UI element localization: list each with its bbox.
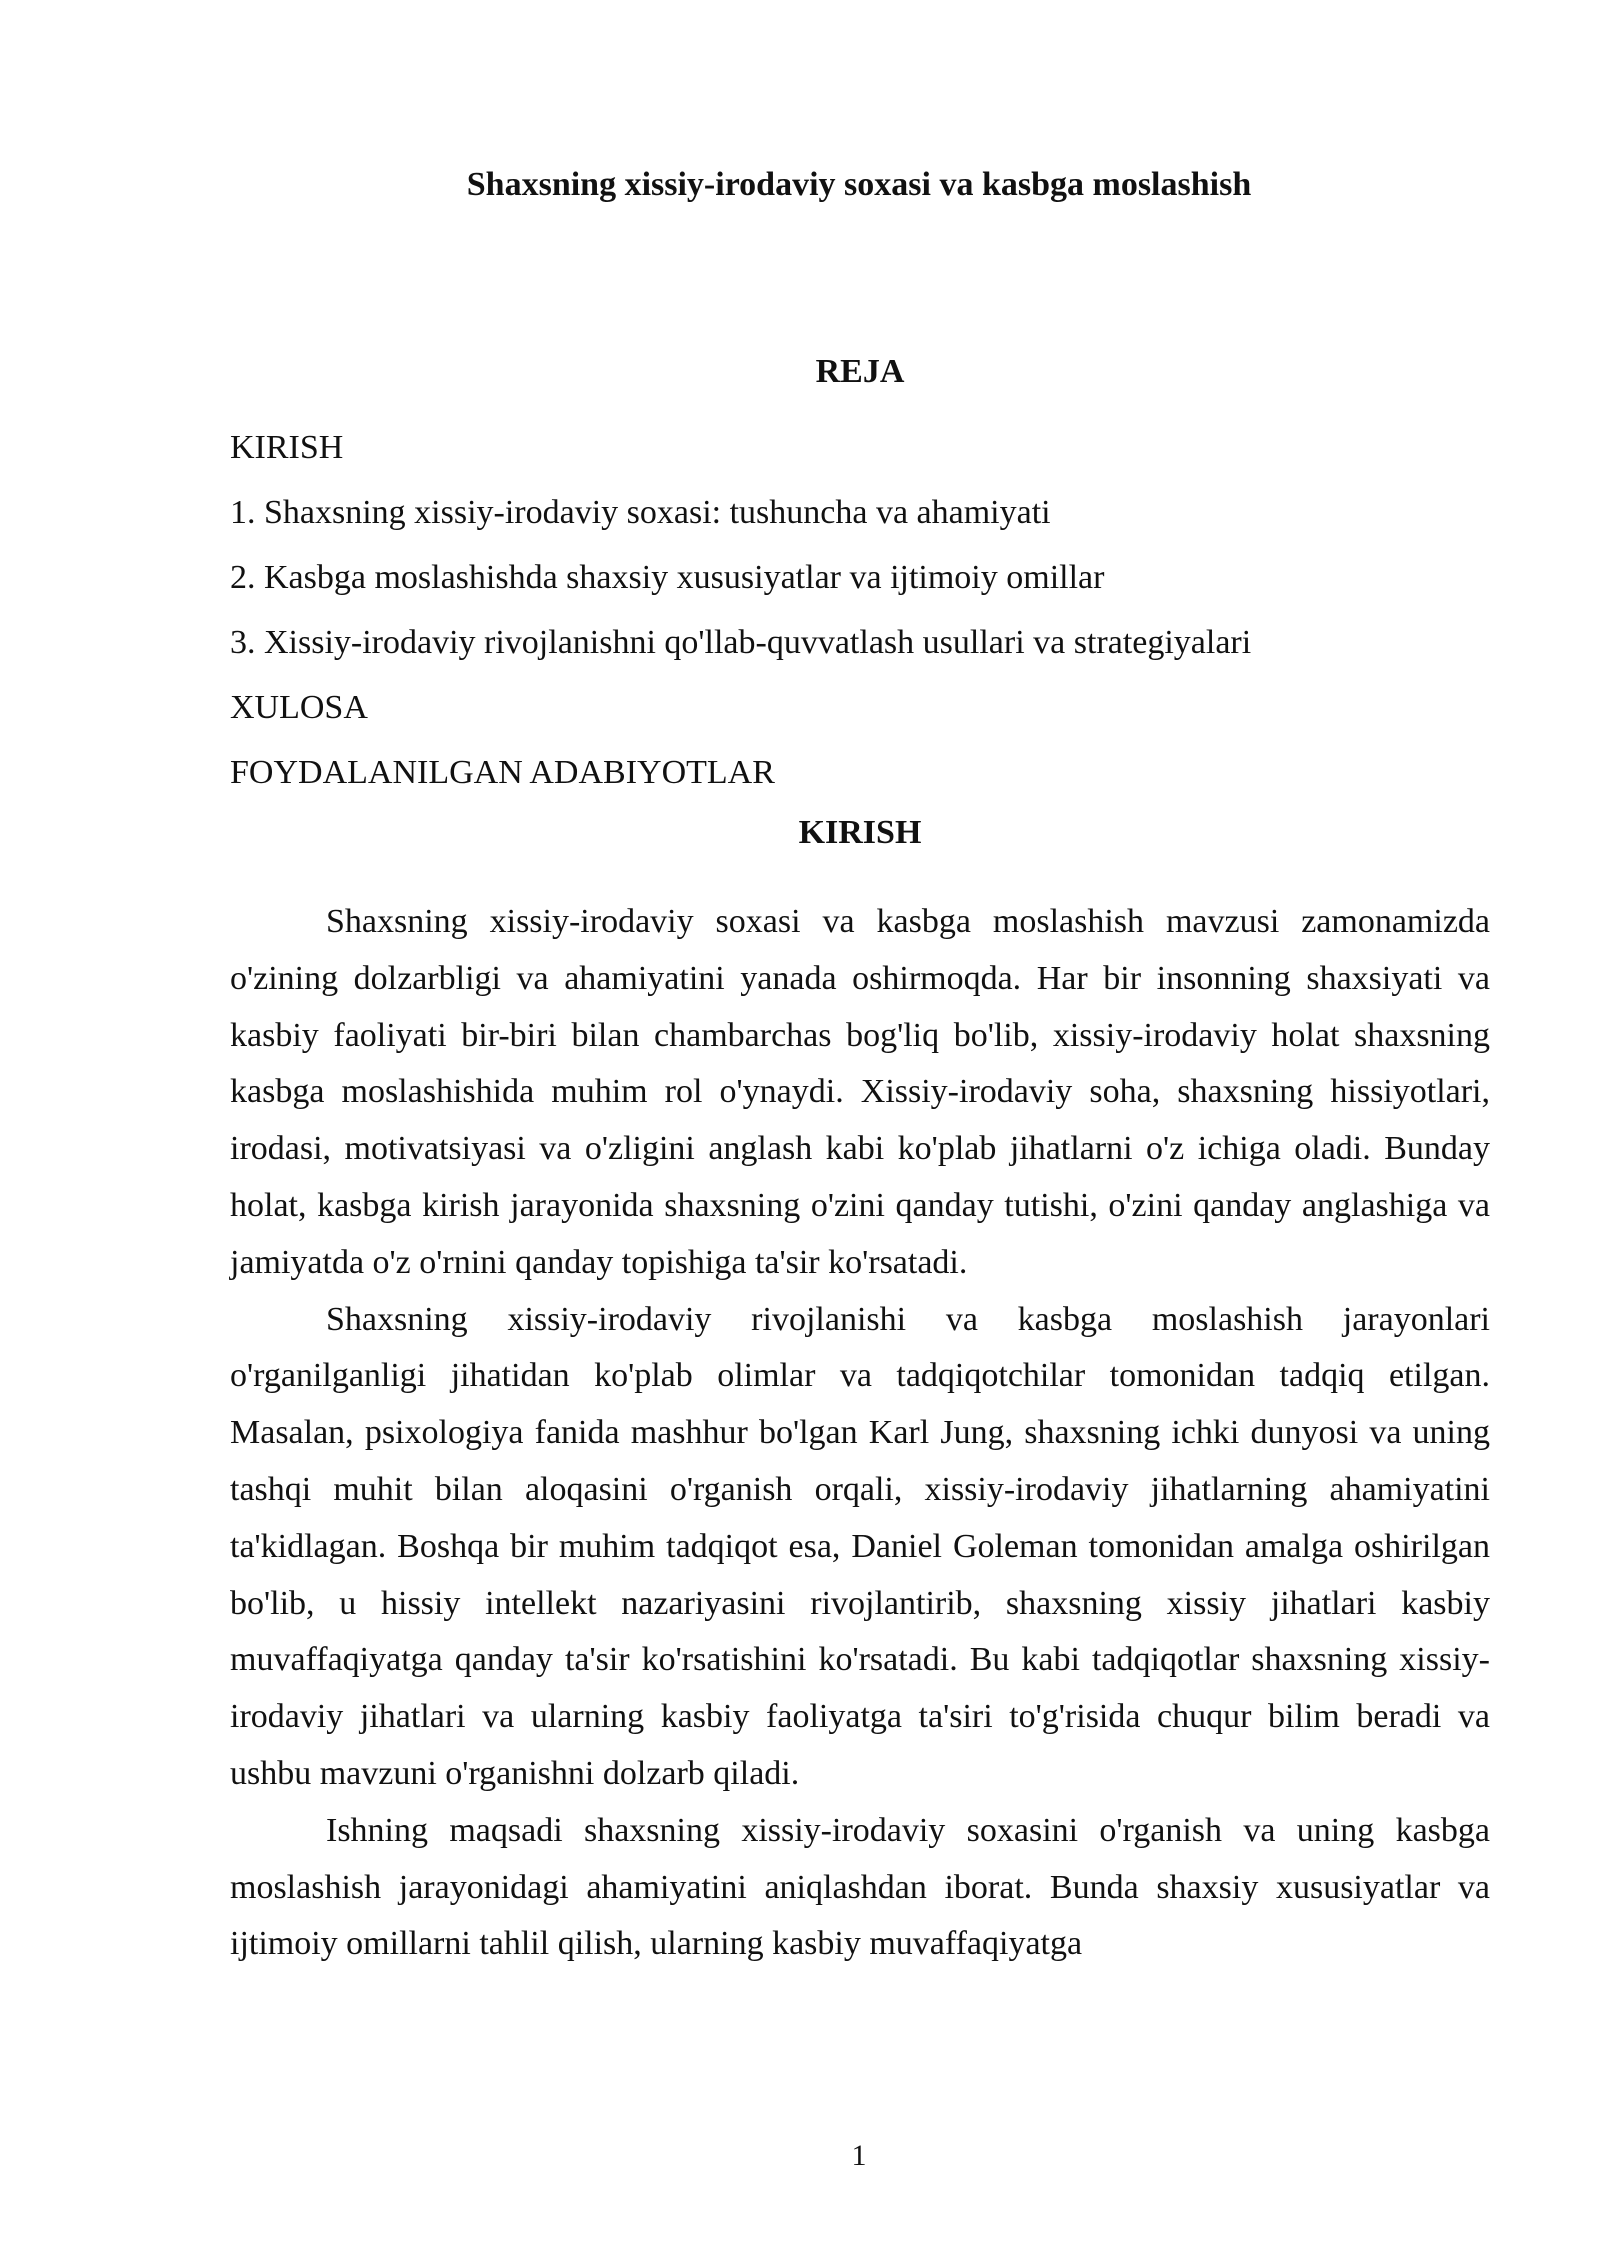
document-title: Shaxsning xissiy-irodaviy soxasi va kasbga moslashish [466, 166, 1252, 203]
body-paragraph: Ishning maqsadi shaxsning xissiy-irodaviy soxasini o'rganish va uning kasbga moslashish jarayonidagi ahamiyatini aniqlashdan iborat. Bunda shaxsiy xususiyatlar va ijtimoiy omillarni tahlil qilish, ularning kasbiy muvaffaqiyatga [230, 1811, 1490, 1963]
plan-list [230, 415, 1490, 805]
plan-item: XULOSA [230, 689, 368, 726]
body-paragraph: Shaxsning xissiy-irodaviy soxasi va kasbga moslashish mavzusi zamonamizda o'zining dolzarbligi va ahamiyatini yanada oshirmoqda. Har bir insonning shaxsiyati va kasbiy faoliyati bir-biri bilan chambarchas bog'liq bo'lib, xissiy-irodaviy holat shaxsning kasbga moslashishida muhim rol o'ynaydi. Xissiy-irodaviy soha, shaxsning hissiyotlari, irodasi, motivatsiyasi va o'zligini anglash kabi ko'plab jihatlarni o'z ichiga oladi. Bunday holat, kasbga kirish jarayonida shaxsning o'zini qanday tutishi, o'zini qanday anglashiga va jamiyatda o'z o'rnini qanday topishiga ta'sir ko'rsatadi. [230, 903, 1490, 1281]
plan-item: KIRISH [230, 429, 344, 466]
plan-item: 1. Shaxsning xissiy-irodaviy soxasi: tushuncha va ahamiyati [230, 494, 1051, 531]
plan-item: 2. Kasbga moslashishda shaxsiy xususiyatlar va ijtimoiy omillar [230, 559, 1105, 596]
page-number: 1 [851, 2139, 867, 2172]
intro-heading: KIRISH [798, 814, 922, 851]
plan-item: 3. Xissiy-irodaviy rivojlanishni qo'llab-quvvatlash usullari va strategiyalari [230, 624, 1252, 661]
plan-heading: REJA [815, 353, 905, 390]
body-paragraph: Shaxsning xissiy-irodaviy rivojlanishi va kasbga moslashish jarayonlari o'rganilganligi jihatidan ko'plab olimlar va tadqiqotchilar tomonidan tadqiq etilgan. Masalan, psixologiya fanida mashhur bo'lgan Karl Jung, shaxsning ichki dunyosi va uning tashqi muhit bilan aloqasini o'rganish orqali, xissiy-irodaviy jihatlarning ahamiyatini ta'kidlagan. Boshqa bir muhim tadqiqot esa, Daniel Goleman tomonidan amalga oshirilgan bo'lib, u hissiy intellekt nazariyasini rivojlantirib, shaxsning xissiy jihatlari kasbiy muvaffaqiyatga qanday ta'sir ko'rsatishini ko'rsatadi. Bu kabi tadqiqotlar shaxsning xissiy-irodaviy jihatlari va ularning kasbiy faoliyatga ta'siri to'g'risida chuqur bilim beradi va ushbu mavzuni o'rganishni dolzarb qiladi. [230, 1300, 1490, 1792]
intro-body [230, 894, 1490, 1973]
plan-item: FOYDALANILGAN ADABIYOTLAR [230, 754, 775, 791]
